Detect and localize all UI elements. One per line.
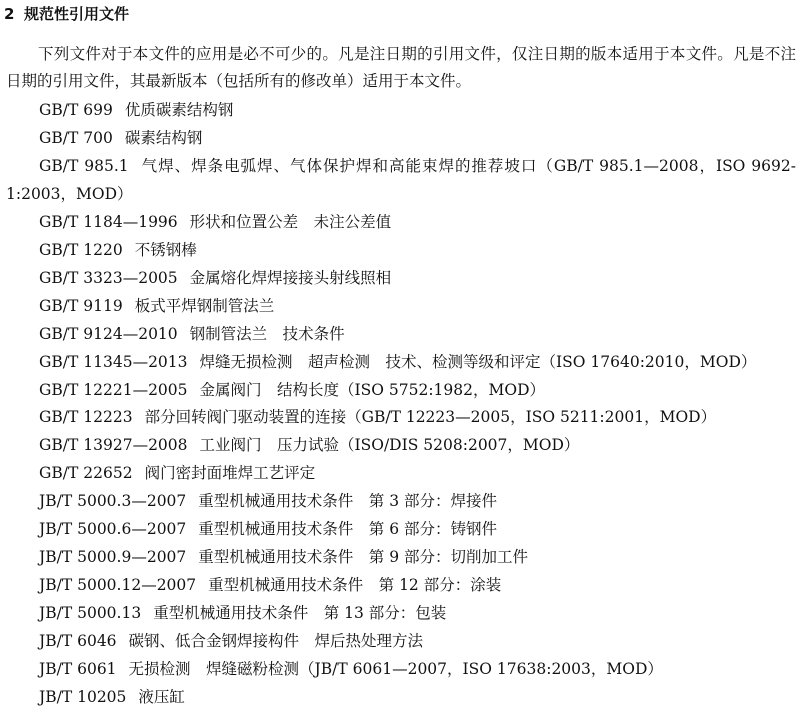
section-heading bbox=[4, 1, 129, 27]
reference-title: 重型机械通用技术条件 第 13 部分：包装 bbox=[153, 604, 447, 623]
reference-title: 阀门密封面堆焊工艺评定 bbox=[144, 464, 316, 483]
reference-item bbox=[0, 377, 802, 405]
reference-code: JB/T 5000.3—2007 bbox=[39, 492, 187, 511]
reference-title: 部分回转阀门驱动装置的连接（GB/T 12223—2005，ISO 5211:2001，MOD） bbox=[144, 408, 717, 427]
reference-title: 板式平焊钢制管法兰 bbox=[134, 296, 275, 315]
reference-item bbox=[0, 349, 802, 377]
reference-item bbox=[0, 460, 802, 488]
reference-code: GB/T 13927—2008 bbox=[39, 436, 188, 455]
reference-title: 钢制管法兰 技术条件 bbox=[189, 324, 345, 343]
section-title: 规范性引用文件 bbox=[24, 5, 130, 23]
section-number: 2 bbox=[4, 5, 15, 23]
intro-paragraph: 下列文件对于本文件的应用是必不可少的。凡是注日期的引用文件，仅注日期的版本适用于本文件。凡是不注日期的引用文件，其最新版本（包括所有的修改单）适用于本文件。 bbox=[6, 45, 796, 90]
reference-item bbox=[0, 684, 802, 712]
reference-title: 无损检测 焊缝磁粉检测（JB/T 6061—2007，ISO 17638:2003，MOD） bbox=[128, 660, 663, 679]
reference-title: 重型机械通用技术条件 第 3 部分：焊接件 bbox=[198, 492, 497, 511]
reference-title: 重型机械通用技术条件 第 12 部分：涂装 bbox=[208, 576, 502, 595]
reference-item bbox=[0, 656, 802, 684]
reference-title: 工业阀门 压力试验（ISO/DIS 5208:2007，MOD） bbox=[199, 436, 580, 455]
reference-item bbox=[0, 125, 802, 153]
reference-item bbox=[0, 432, 802, 460]
reference-list bbox=[0, 97, 802, 712]
reference-code: GB/T 3323—2005 bbox=[39, 268, 178, 287]
reference-item bbox=[0, 544, 802, 572]
reference-code: GB/T 12223 bbox=[39, 408, 133, 427]
reference-code: JB/T 5000.13 bbox=[39, 604, 142, 623]
reference-code: GB/T 1184—1996 bbox=[39, 212, 178, 231]
reference-title: 不锈钢棒 bbox=[134, 240, 197, 259]
reference-title: 碳钢、低合金钢焊接构件 焊后热处理方法 bbox=[128, 632, 424, 651]
reference-item bbox=[0, 516, 802, 544]
reference-code: JB/T 10205 bbox=[39, 688, 127, 707]
reference-title: 金属阀门 结构长度（ISO 5752:1982，MOD） bbox=[199, 380, 546, 399]
reference-code: JB/T 5000.9—2007 bbox=[39, 548, 187, 567]
reference-item bbox=[0, 237, 802, 265]
reference-code: GB/T 700 bbox=[39, 128, 113, 147]
reference-code: GB/T 12221—2005 bbox=[39, 380, 188, 399]
reference-code: GB/T 9124—2010 bbox=[39, 324, 178, 343]
reference-title: 优质碳素结构钢 bbox=[124, 101, 234, 119]
reference-code: GB/T 699 bbox=[39, 101, 113, 119]
reference-title: 形状和位置公差 未注公差值 bbox=[189, 212, 392, 231]
reference-code: GB/T 9119 bbox=[39, 296, 123, 315]
reference-item bbox=[0, 265, 802, 293]
reference-code: GB/T 985.1 bbox=[39, 156, 129, 175]
reference-item bbox=[0, 209, 802, 237]
reference-code: GB/T 1220 bbox=[39, 240, 123, 259]
reference-code: JB/T 5000.12—2007 bbox=[39, 576, 197, 595]
reference-title: 液压缸 bbox=[138, 688, 185, 707]
reference-item bbox=[0, 97, 802, 125]
reference-code: GB/T 22652 bbox=[39, 464, 133, 483]
reference-title: 碳素结构钢 bbox=[124, 128, 203, 147]
reference-code: JB/T 5000.6—2007 bbox=[39, 520, 187, 539]
reference-code: JB/T 6061 bbox=[39, 660, 117, 679]
reference-item bbox=[0, 572, 802, 600]
reference-title: 重型机械通用技术条件 第 9 部分：切削加工件 bbox=[198, 548, 528, 567]
reference-code: JB/T 6046 bbox=[39, 632, 117, 651]
reference-title: 气焊、焊条电弧焊、气体保护焊和高能束焊的推荐坡口（GB/T 985.1—2008，ISO 9692-1:2003，MOD） bbox=[6, 156, 796, 203]
reference-item bbox=[0, 321, 802, 349]
reference-item bbox=[0, 628, 802, 656]
reference-title: 重型机械通用技术条件 第 6 部分：铸钢件 bbox=[198, 520, 497, 539]
reference-title: 金属熔化焊焊接接头射线照相 bbox=[189, 268, 392, 287]
reference-code: GB/T 11345—2013 bbox=[39, 352, 188, 371]
reference-item bbox=[0, 404, 802, 432]
reference-item bbox=[0, 153, 802, 209]
reference-title: 焊缝无损检测 超声检测 技术、检测等级和评定（ISO 17640:2010，MOD） bbox=[199, 352, 757, 371]
reference-item bbox=[0, 293, 802, 321]
reference-item bbox=[0, 600, 802, 628]
reference-item bbox=[0, 488, 802, 516]
